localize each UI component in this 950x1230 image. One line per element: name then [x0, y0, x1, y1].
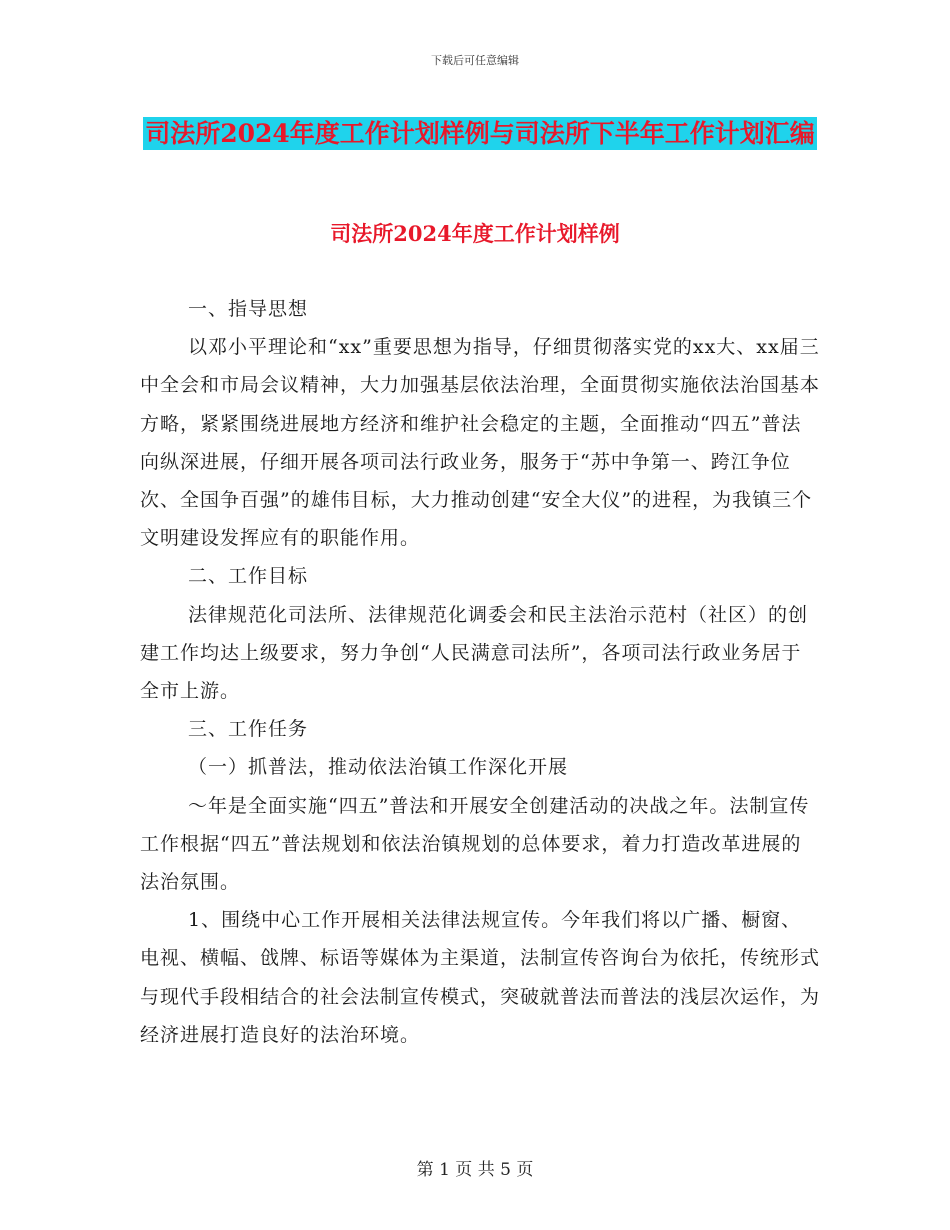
heading-guiding-ideology: 一、指导思想	[188, 298, 309, 320]
heading-work-goals: 二、工作目标	[188, 565, 309, 588]
paragraph: ～年是全面实施“四五”普法和开展安全创建活动的决战之年。法制宣传工作根据“四五”普法规划和依法治镇规划的总体要求，着力打造改革进展的法治氛围。	[140, 794, 810, 894]
document-body	[140, 290, 820, 1054]
paragraph: 以邓小平理论和“xx”重要思想为指导，仔细贯彻落实党的xx大、xx届三中全会和市局会议精神，大力加强基层依法治理，全面贯彻实施依法治国基本方略，紧紧围绕进展地方经济和维护社会稳定的主题，全面推动“四五”普法向纵深进展，仔细开展各项司法行政业务，服务于“苏中争第一、跨江争位次、全国争百强”的雄伟目标，大力推动创建“安全大仪”的进程，为我镇三个文明建设发挥应有的职能作用。	[140, 336, 821, 550]
subheading: （一）抓普法，推动依法治镇工作深化开展	[188, 756, 569, 779]
page-footer: 第 1 页 共 5 页	[416, 1160, 534, 1180]
document-title	[140, 110, 820, 158]
paragraph: 法律规范化司法所、法律规范化调委会和民主法治示范村（社区）的创建工作均达上级要求，努力争创“人民满意司法所”，各项司法行政业务居于全市上游。	[140, 603, 809, 703]
paragraph: 1、围绕中心工作开展相关法律法规宣传。今年我们将以广播、橱窗、电视、横幅、戗牌、标语等媒体为主渠道，法制宣传咨询台为依托，传统形式与现代手段相结合的社会法制宣传模式，突破就普法而普法的浅层次运作，为经济进展打造良好的法治环境。	[140, 909, 821, 1046]
section-title: 司法所2024年度工作计划样例	[330, 221, 620, 246]
heading-work-tasks: 三、工作任务	[188, 718, 309, 741]
document-title-text: 司法所2024年度工作计划样例与司法所下半年工作计划汇编	[145, 119, 815, 148]
header-note: 下载后可任意编辑	[431, 54, 519, 67]
